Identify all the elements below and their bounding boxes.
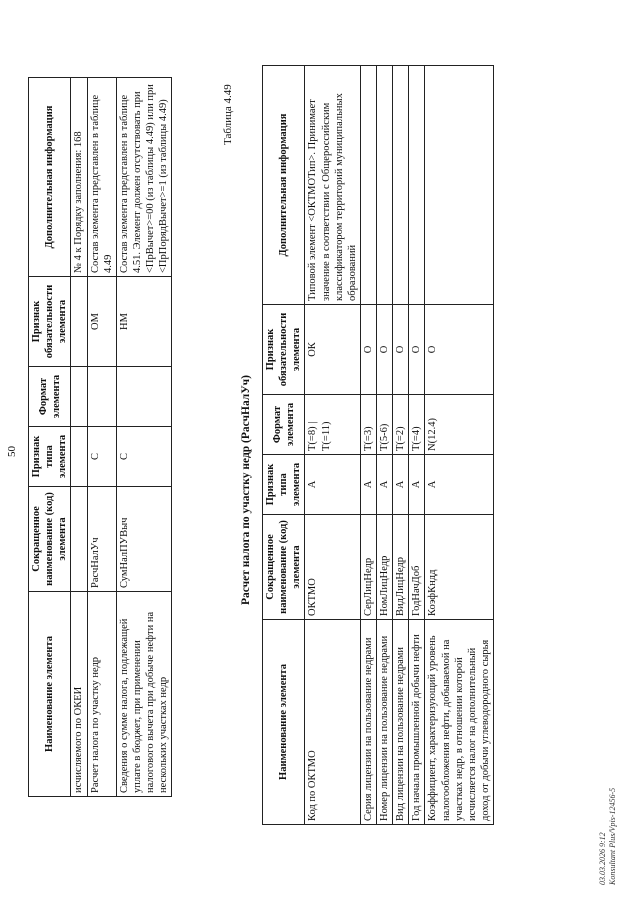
cell-code: НомЛицНедр — [377, 515, 393, 620]
table-header-row — [29, 78, 71, 797]
table-row — [377, 66, 393, 825]
table-raschnaluch — [262, 65, 494, 825]
cell-type: А — [360, 455, 376, 515]
header-name: Наименование элемента — [29, 592, 71, 797]
header-format: Формат элемента — [263, 395, 305, 455]
cell-info: Состав элемента представлен в таблице 4.51. Элемент должен отсутствовать при <ПрВычет>=00 (из таблицы 4.49) или при <ПрПорядВычет>=1 (из таблицы 4.49) — [116, 78, 172, 277]
cell-name: Сведения о сумме налога, подлежащей уплате в бюджет, при применении налогового вычета при добыче нефти на нескольких участках недр — [116, 592, 172, 797]
cell-required: О — [393, 305, 409, 395]
cell-info: Типовой элемент <ОКТМОТип>. Принимает значение в соответствии с Общероссийским классификатором территорий муниципальных образований — [305, 66, 361, 305]
cell-code: ВидЛицНедр — [393, 515, 409, 620]
table-row — [360, 66, 376, 825]
table-row — [71, 78, 87, 797]
cell-type: С — [116, 427, 172, 487]
cell-format — [71, 367, 87, 427]
table-header-row — [263, 66, 305, 825]
cell-required — [71, 277, 87, 367]
cell-required: ОК — [305, 305, 361, 395]
table-continuation — [28, 77, 172, 797]
cell-name: исчисляемого по ОКЕИ — [71, 592, 87, 797]
cell-format: T(5-6) — [377, 395, 393, 455]
cell-type: А — [377, 455, 393, 515]
table-row — [87, 78, 116, 797]
cell-type: А — [393, 455, 409, 515]
cell-required: О — [377, 305, 393, 395]
cell-format — [116, 367, 172, 427]
table-row — [393, 66, 409, 825]
header-info: Дополнительная информация — [263, 66, 305, 305]
header-info: Дополнительная информация — [29, 78, 71, 277]
cell-name: Номер лицензии на пользование недрами — [377, 620, 393, 825]
cell-name: Серия лицензии на пользование недрами — [360, 620, 376, 825]
cell-code: СумНалПУВыч — [116, 487, 172, 592]
cell-code: КоэфКндд — [425, 515, 494, 620]
cell-info: Состав элемента представлен в таблице 4.49 — [87, 78, 116, 277]
header-code: Сокращенное наименование (код) элемента — [29, 487, 71, 592]
cell-info — [377, 66, 393, 305]
table-row — [305, 66, 361, 825]
cell-info — [425, 66, 494, 305]
header-required: Признак обязательности элемента — [29, 277, 71, 367]
header-type: Признак типа элемента — [29, 427, 71, 487]
table-row — [409, 66, 425, 825]
cell-name: Вид лицензии на пользование недрами — [393, 620, 409, 825]
cell-type: А — [305, 455, 361, 515]
footer-date: 03.03.2026 9:12 — [598, 832, 607, 885]
cell-name: Код по ОКТМО — [305, 620, 361, 825]
page-number: 50 — [6, 446, 18, 457]
cell-code: СерЛицНедр — [360, 515, 376, 620]
cell-required: НМ — [116, 277, 172, 367]
cell-format: T(=2) — [393, 395, 409, 455]
cell-info — [409, 66, 425, 305]
header-code: Сокращенное наименование (код) элемента — [263, 515, 305, 620]
cell-type — [71, 427, 87, 487]
cell-code: ГодНачДоб — [409, 515, 425, 620]
footer-source: Konsultant Plus/Vpis-12456-5 — [607, 787, 617, 885]
cell-format: T(=8) | T(=11) — [305, 395, 361, 455]
cell-info — [360, 66, 376, 305]
header-name: Наименование элемента — [263, 620, 305, 825]
table-row — [116, 78, 172, 797]
table-label: Таблица 4.49 — [222, 84, 234, 145]
cell-type: А — [409, 455, 425, 515]
cell-type: С — [87, 427, 116, 487]
cell-required: О — [425, 305, 494, 395]
cell-type: А — [425, 455, 494, 515]
cell-name: Коэффициент, характеризующий уровень налогообложения нефти, добываемой на участках недр, в отношении которой исчисляется налог на дополнительный доход от добычи углеводородного сырья — [425, 620, 494, 825]
cell-required: О — [409, 305, 425, 395]
cell-code: РасчНалУч — [87, 487, 116, 592]
cell-code — [71, 487, 87, 592]
cell-code: ОКТМО — [305, 515, 361, 620]
section-title: Расчет налога по участку недр (РасчНалУч) — [240, 375, 252, 605]
header-type: Признак типа элемента — [263, 455, 305, 515]
cell-required: ОМ — [87, 277, 116, 367]
cell-format: T(=4) — [409, 395, 425, 455]
header-format: Формат элемента — [29, 367, 71, 427]
cell-required: О — [360, 305, 376, 395]
cell-info: № 4 к Порядку заполнения: 168 — [71, 78, 87, 277]
table-row — [425, 66, 494, 825]
cell-format — [87, 367, 116, 427]
cell-name: Год начала промышленной добычи нефти — [409, 620, 425, 825]
cell-info — [393, 66, 409, 305]
cell-name: Расчет налога по участку недр — [87, 592, 116, 797]
cell-format: T(=3) — [360, 395, 376, 455]
header-required: Признак обязательности элемента — [263, 305, 305, 395]
footer-stamp — [598, 788, 617, 885]
cell-format: N(12.4) — [425, 395, 494, 455]
